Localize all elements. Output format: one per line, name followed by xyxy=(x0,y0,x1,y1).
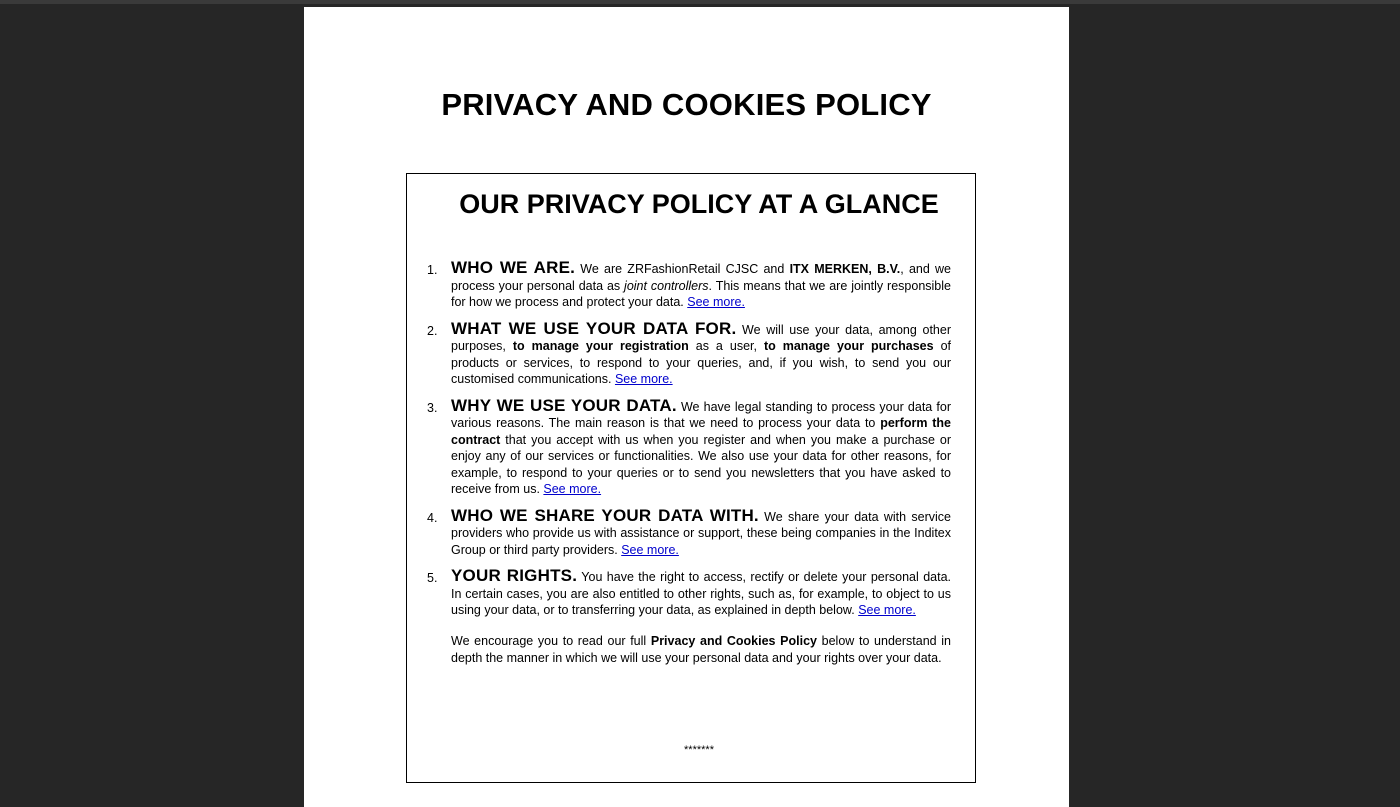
list-item-what-we-use xyxy=(427,318,951,388)
document-title: PRIVACY AND COOKIES POLICY xyxy=(441,87,932,122)
item-bold-text: perform the contract xyxy=(451,416,951,447)
section-separator: ******* xyxy=(684,744,714,756)
item-text: . This means that we are jointly responsible for how we process and protect your data. xyxy=(451,278,951,309)
item-text: You have the right to access, rectify or delete your personal data. In certain cases, you are also entitled to other rights, such as, for example, to object to us using your data, or to transferring your data, as explained in depth below. xyxy=(451,570,951,617)
item-text: that you accept with us when you register and when you make a purchase or enjoy any of our services or functionalities. We also use your data for other reasons, for example, to respond to your queries or to send you newsletters that you have asked to receive from us. xyxy=(451,432,951,496)
item-number: 1. xyxy=(427,263,438,277)
see-more-link-who-we-are[interactable]: See more. xyxy=(687,295,745,309)
encourage-text: below to understand in depth the manner in which we will use your personal data and your rights over your data. xyxy=(451,633,951,665)
see-more-link-your-rights[interactable]: See more. xyxy=(858,603,916,617)
item-text: of products or services, to respond to your queries, and, if you wish, to send you our customised communications. xyxy=(451,339,951,386)
glance-box xyxy=(406,173,976,783)
item-heading: WHAT WE USE YOUR DATA FOR. xyxy=(451,318,737,338)
item-text: We are ZRFashionRetail CJSC and xyxy=(575,262,790,276)
encourage-paragraph xyxy=(427,633,951,667)
item-italic-text: joint controllers xyxy=(624,278,709,293)
see-more-link-who-we-share[interactable]: See more. xyxy=(621,542,679,557)
item-number: 5. xyxy=(427,571,438,585)
item-text: We have legal standing to process your data for various reasons. The main reason is that we need to process your data to xyxy=(451,399,951,430)
document-page xyxy=(304,7,1069,807)
viewer-top-bar xyxy=(0,0,1400,4)
item-text: as a user, xyxy=(688,339,764,353)
item-bold-text: to manage your registration xyxy=(512,339,689,353)
glance-list xyxy=(427,260,951,667)
encourage-text: We encourage you to read our full xyxy=(451,633,651,648)
item-number: 3. xyxy=(427,400,438,415)
glance-title: OUR PRIVACY POLICY AT A GLANCE xyxy=(459,189,939,219)
list-item-why-we-use xyxy=(427,395,951,498)
item-heading: WHO WE SHARE YOUR DATA WITH. xyxy=(451,505,759,525)
item-bold-text: ITX MERKEN, B.V. xyxy=(789,262,901,276)
see-more-link-why-we-use[interactable]: See more. xyxy=(543,482,602,496)
list-item-who-we-are xyxy=(427,260,951,311)
item-text: , and we process your personal data as xyxy=(451,262,951,293)
item-bold-text: to manage your purchases xyxy=(763,339,934,353)
item-heading: YOUR RIGHTS. xyxy=(451,566,578,585)
item-heading: WHO WE ARE. xyxy=(451,258,576,277)
item-heading: WHY WE USE YOUR DATA. xyxy=(451,395,677,415)
item-number: 2. xyxy=(427,323,438,338)
item-text: We will use your data, among other purposes, xyxy=(451,322,951,353)
list-item-who-we-share xyxy=(427,505,951,559)
see-more-link-what-we-use[interactable]: See more. xyxy=(614,372,673,386)
item-number: 4. xyxy=(427,510,438,525)
list-item-your-rights xyxy=(427,568,951,619)
encourage-bold-text: Privacy and Cookies Policy xyxy=(650,633,817,648)
item-text: We share your data with service providers who provide us with assistance or support, these being companies in the Inditex Group or third party providers. xyxy=(451,509,951,557)
